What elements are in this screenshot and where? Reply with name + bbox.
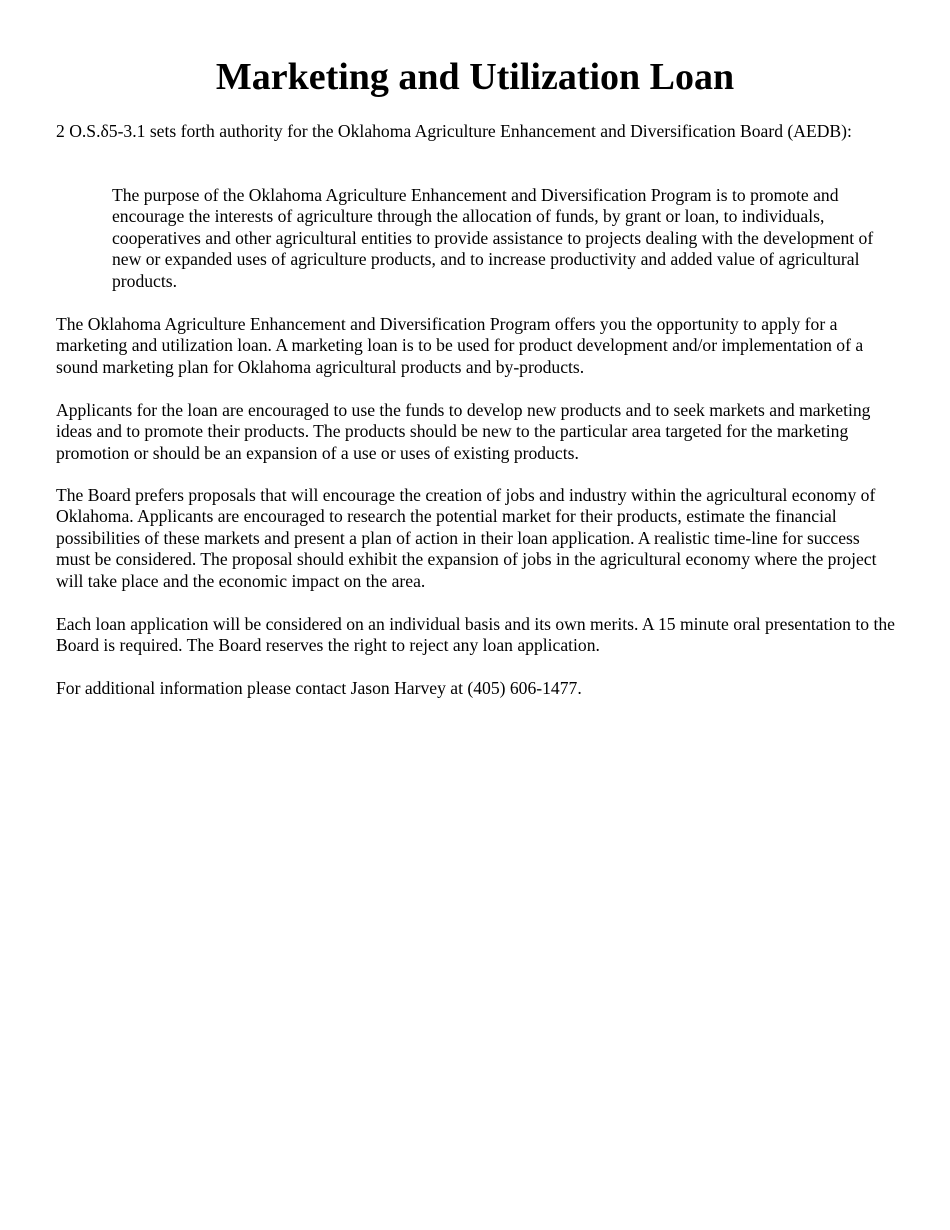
authority-paragraph: 2 O.S.δ5-3.1 sets forth authority for the Oklahoma Agriculture Enhancement and Diversification Board (AEDB): bbox=[56, 121, 852, 141]
program-offer-paragraph: The Oklahoma Agriculture Enhancement and Diversification Program offers you the opportunity to apply for a marketing and utilization loan. A marketing loan is to be used for product development and/or implementation of a sound marketing plan for Oklahoma agricultural products and by-products. bbox=[56, 314, 864, 377]
purpose-quote-paragraph: The purpose of the Oklahoma Agriculture Enhancement and Diversification Program is to promote and encourage the interests of agriculture through the allocation of funds, by grant or loan, to individuals, cooperatives and other agricultural entities to provide assistance to projects dealing with the development of new or expanded uses of agriculture products, and to increase productivity and added value of agricultural products. bbox=[112, 185, 874, 291]
applicants-paragraph: Applicants for the loan are encouraged to use the funds to develop new products and to seek markets and marketing ideas and to promote their products. The products should be new to the particular area targeted for the marketing promotion or should be an expansion of a use or uses of existing products. bbox=[56, 400, 871, 463]
application-review-paragraph: Each loan application will be considered on an individual basis and its own merits. A 15 minute oral presentation to the Board is required. The Board reserves the right to reject any loan application. bbox=[56, 614, 895, 656]
page-title: Marketing and Utilization Loan bbox=[215, 56, 735, 98]
contact-paragraph: For additional information please contact Jason Harvey at (405) 606-1477. bbox=[56, 678, 582, 698]
board-preferences-paragraph: The Board prefers proposals that will encourage the creation of jobs and industry within the agricultural economy of Oklahoma. Applicants are encouraged to research the potential market for their products, estimate the financial possibilities of these markets and present a plan of action in their loan application. A realistic time-line for success must be considered. The proposal should exhibit the expansion of jobs in the agricultural economy where the project will take place and the economic impact on the area. bbox=[56, 485, 877, 591]
